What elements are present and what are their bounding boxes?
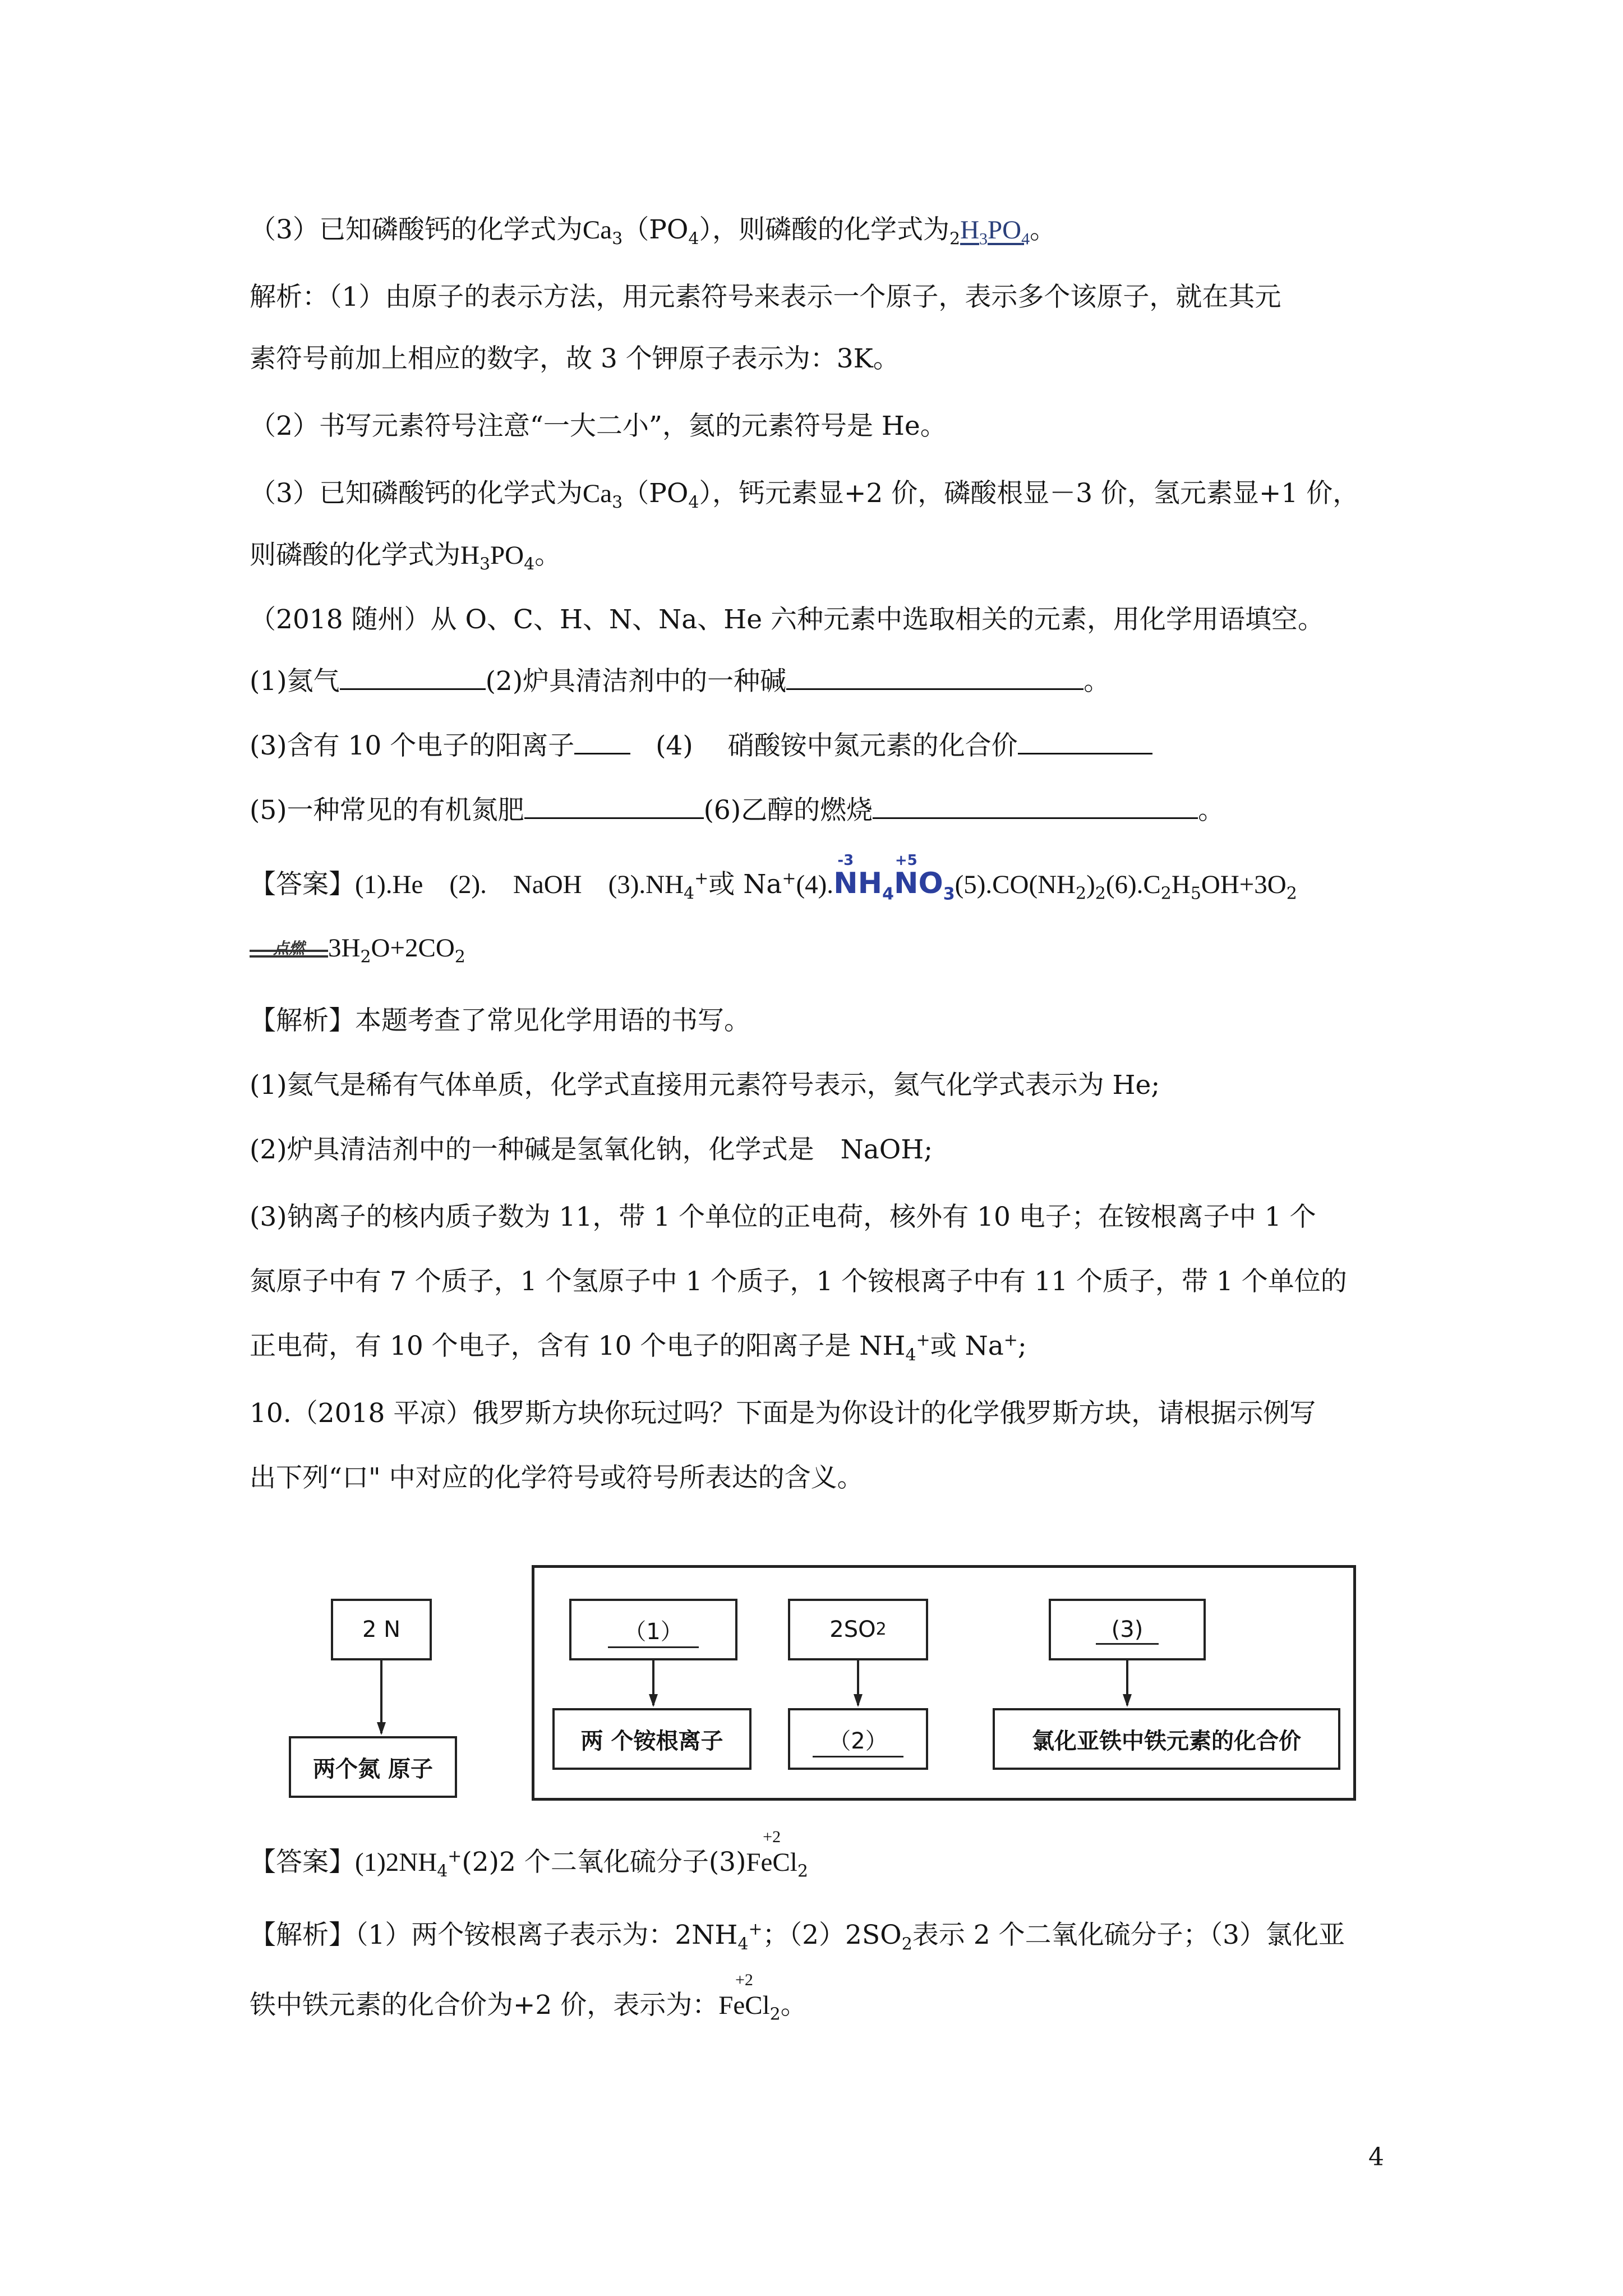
blank-1[interactable]: （1） — [608, 1614, 698, 1646]
text: 解析：（1）由原子的表示方法，用元素符号来表示一个原子，表示多个该原子，就在其元 — [250, 282, 1281, 312]
subscript: 4 — [524, 554, 535, 574]
formula: H — [460, 541, 479, 570]
text: 出下列“口" 中对应的化学符号或符号所表达的含义。 — [250, 1462, 864, 1493]
text: 2 N — [362, 1617, 401, 1642]
text-line — [250, 1918, 1345, 1952]
text: (4) 硝酸铵中氮元素的化合价 — [656, 730, 1018, 761]
fecl2-valence — [718, 1971, 770, 2022]
text-line — [250, 1971, 807, 2024]
text: 2SO — [829, 1617, 876, 1642]
subscript: 4 — [684, 884, 695, 904]
text: ），钙元素显+2 价，磷酸根显－3 价，氢元素显+1 价， — [699, 478, 1359, 509]
so2-top-box: 2SO 2 — [788, 1599, 928, 1660]
subscript: 4 — [688, 493, 699, 513]
text: （3）已知磷酸钙的化学式为 — [250, 214, 583, 245]
answer-blank[interactable] — [873, 796, 1198, 819]
formula: Ca — [582, 215, 612, 245]
question-line — [250, 1461, 864, 1495]
text-line — [250, 213, 1056, 247]
analysis-label: 【解析】 — [250, 1920, 355, 1950]
text: (5)一种常见的有机氮肥 — [250, 795, 524, 826]
superscript: + — [748, 1919, 763, 1939]
text: (2)2 个二氧化硫分子(3) — [462, 1847, 746, 1878]
text: （PO — [623, 478, 689, 509]
superscript: + — [916, 1330, 930, 1350]
text: ；（2）2SO — [762, 1920, 902, 1950]
blank1-top-box — [569, 1599, 737, 1660]
blank-3[interactable]: (3) — [1096, 1617, 1159, 1642]
reaction-arrow — [250, 938, 328, 961]
subscript: 3 — [612, 493, 623, 513]
valence: +2 — [735, 1971, 753, 1989]
answer-blank[interactable] — [786, 667, 1083, 690]
text: 铁中铁元素的化合价为+2 价，表示为： — [250, 1990, 719, 2021]
text: (1)氦气 — [250, 666, 340, 697]
answer-formula — [960, 215, 1030, 249]
text: ) — [1086, 870, 1095, 899]
text: H — [960, 215, 980, 245]
text: (6).C — [1105, 870, 1161, 899]
example-top-box — [331, 1599, 432, 1660]
text-line — [250, 1004, 750, 1038]
text: 。 — [1198, 795, 1225, 826]
text: (5).CO(NH — [955, 870, 1076, 899]
text-line — [250, 1133, 933, 1167]
text-line — [250, 409, 947, 443]
answer-line — [250, 931, 465, 965]
subscript: 4 — [737, 1934, 749, 1954]
subscript: 3 — [943, 884, 955, 904]
text: (3)含有 10 个电子的阳离子 — [250, 730, 575, 761]
text: O — [918, 867, 943, 900]
formula: PO — [490, 541, 524, 570]
b1-bottom-box — [552, 1708, 751, 1770]
valence: -3 — [837, 852, 854, 869]
subscript: 4 — [437, 1861, 448, 1881]
text: (1)2NH — [355, 1848, 437, 1877]
subscript: 2 — [1160, 884, 1172, 904]
answer-line — [250, 1828, 808, 1881]
b3-bottom-box — [993, 1708, 1340, 1770]
text: 。 — [534, 540, 561, 570]
answer-blank[interactable] — [574, 731, 630, 754]
text: (2)炉具清洁剂中的一种碱是氢氧化钠，化学式是 NaOH; — [250, 1134, 933, 1165]
subscript: 4 — [882, 884, 894, 904]
valence-n2 — [894, 852, 919, 900]
text: (1).He (2). NaOH (3).NH — [355, 870, 684, 899]
condition: 点燃 — [273, 939, 305, 958]
blank2-bottom-box — [788, 1708, 928, 1770]
text: N — [833, 867, 858, 900]
text: 正电荷，有 10 个电子，含有 10 个电子的阳离子是 NH — [250, 1331, 906, 1361]
subscript: 3 — [612, 229, 623, 249]
question-line — [250, 1397, 1316, 1430]
text: H — [857, 867, 883, 900]
text: OH+3O — [1201, 870, 1287, 899]
text: ; — [1017, 1331, 1027, 1361]
answer-line — [250, 852, 1297, 904]
subscript: 2 — [901, 1934, 912, 1954]
text: 3H — [328, 933, 361, 963]
subscript: 2 — [797, 1861, 808, 1881]
text-line — [250, 729, 1152, 763]
text: N — [894, 867, 919, 900]
text: 表示 2 个二氧化硫分子；（3）氯化亚 — [912, 1920, 1345, 1950]
text: 两 个铵根离子 — [580, 1728, 723, 1754]
text: 两个氮 原子 — [313, 1756, 433, 1782]
text: （3）已知磷酸钙的化学式为 — [250, 478, 583, 509]
subscript: 3 — [479, 554, 491, 574]
text: 。 — [780, 1990, 807, 2021]
analysis-label: 【解析】 — [250, 1005, 355, 1036]
text: 或 Na — [708, 869, 782, 900]
text-line — [250, 665, 1110, 698]
subscript: 2 — [1076, 884, 1087, 904]
blank3-top-box — [1049, 1599, 1206, 1660]
text-line — [250, 1069, 1160, 1102]
answer-blank[interactable] — [524, 796, 704, 819]
valence-n1 — [833, 852, 858, 900]
text-line — [250, 1200, 1316, 1234]
text: ），则磷酸的化学式为 — [699, 214, 949, 245]
text: 。 — [1030, 214, 1057, 245]
ammonium-nitrate-formula — [833, 852, 955, 904]
subscript: 4 — [905, 1345, 916, 1365]
subscript: 2 — [454, 947, 465, 967]
superscript: + — [694, 868, 709, 889]
subscript: 4 — [688, 229, 699, 249]
answer-label: 【答案】 — [250, 1847, 355, 1878]
text: PO — [988, 215, 1022, 245]
text-line — [250, 603, 1324, 637]
subscript: 2 — [360, 947, 371, 967]
text: 则磷酸的化学式为 — [250, 540, 460, 570]
text: 素符号前加上相应的数字，故 3 个钾原子表示为：3K。 — [250, 343, 900, 374]
text-line — [250, 539, 561, 572]
superscript: + — [1003, 1330, 1018, 1350]
formula: Ca — [582, 479, 612, 508]
subscript: 2 — [1095, 884, 1106, 904]
text: H — [1171, 870, 1191, 899]
answer-blank[interactable] — [1018, 731, 1152, 754]
text: 或 Na — [930, 1331, 1004, 1361]
text-line — [250, 1329, 1027, 1363]
text: （2）书写元素符号注意“一大二小”，氦的元素符号是 He。 — [250, 411, 947, 441]
superscript: + — [782, 868, 796, 889]
text-line — [250, 794, 1224, 827]
text: 10.（2018 平凉）俄罗斯方块你玩过吗？下面是为你设计的化学俄罗斯方块，请根据示例写 — [250, 1398, 1316, 1429]
example-bottom-box — [289, 1736, 457, 1798]
text-line — [250, 477, 1359, 513]
text: 氮原子中有 7 个质子，1 个氢原子中 1 个质子，1 个铵根离子中有 11 个质子，带 1 个单位的 — [250, 1266, 1347, 1297]
subscript: 2 — [1286, 884, 1297, 904]
text: 。 — [1083, 666, 1110, 697]
subscript: 2 — [769, 2004, 781, 2024]
text: (1)氦气是稀有气体单质，化学式直接用元素符号表示，氦气化学式表示为 He; — [250, 1070, 1160, 1101]
text: FeCl — [746, 1848, 797, 1877]
subscript: 3 — [979, 229, 988, 249]
subscript: 4 — [1021, 229, 1030, 249]
text: O+2CO — [371, 933, 455, 963]
subscript: 5 — [1190, 884, 1201, 904]
fecl2-valence — [746, 1828, 797, 1879]
text-line — [250, 342, 900, 376]
valence: +2 — [763, 1828, 781, 1846]
text: (2)炉具清洁剂中的一种碱 — [485, 666, 787, 697]
text: (4). — [796, 870, 834, 899]
text: （PO — [623, 214, 689, 245]
valence: +5 — [895, 852, 917, 869]
text: （2018 随州）从 O、C、H、N、Na、He 六种元素中选取相关的元素，用化学用语填空。 — [250, 604, 1324, 635]
answer-blank[interactable] — [340, 667, 486, 690]
text: （1）两个铵根离子表示为：2NH — [355, 1920, 738, 1950]
text-line — [250, 1265, 1347, 1299]
page-number: 4 — [1368, 2143, 1384, 2171]
answer-label: 【答案】 — [250, 869, 355, 900]
text: 本题考查了常见化学用语的书写。 — [355, 1005, 750, 1036]
text-line — [250, 280, 1281, 314]
text: (3)钠离子的核内质子数为 11，带 1 个单位的正电荷，核外有 10 电子；在铵根离子中 1 个 — [250, 1202, 1316, 1232]
blank-2[interactable]: （2） — [813, 1723, 903, 1755]
text: (6)乙醇的燃烧 — [703, 795, 873, 826]
superscript: + — [448, 1846, 462, 1866]
text: FeCl — [718, 1991, 770, 2020]
text: 氯化亚铁中铁元素的化合价 — [1032, 1728, 1301, 1754]
subscript: 2 — [949, 229, 961, 249]
